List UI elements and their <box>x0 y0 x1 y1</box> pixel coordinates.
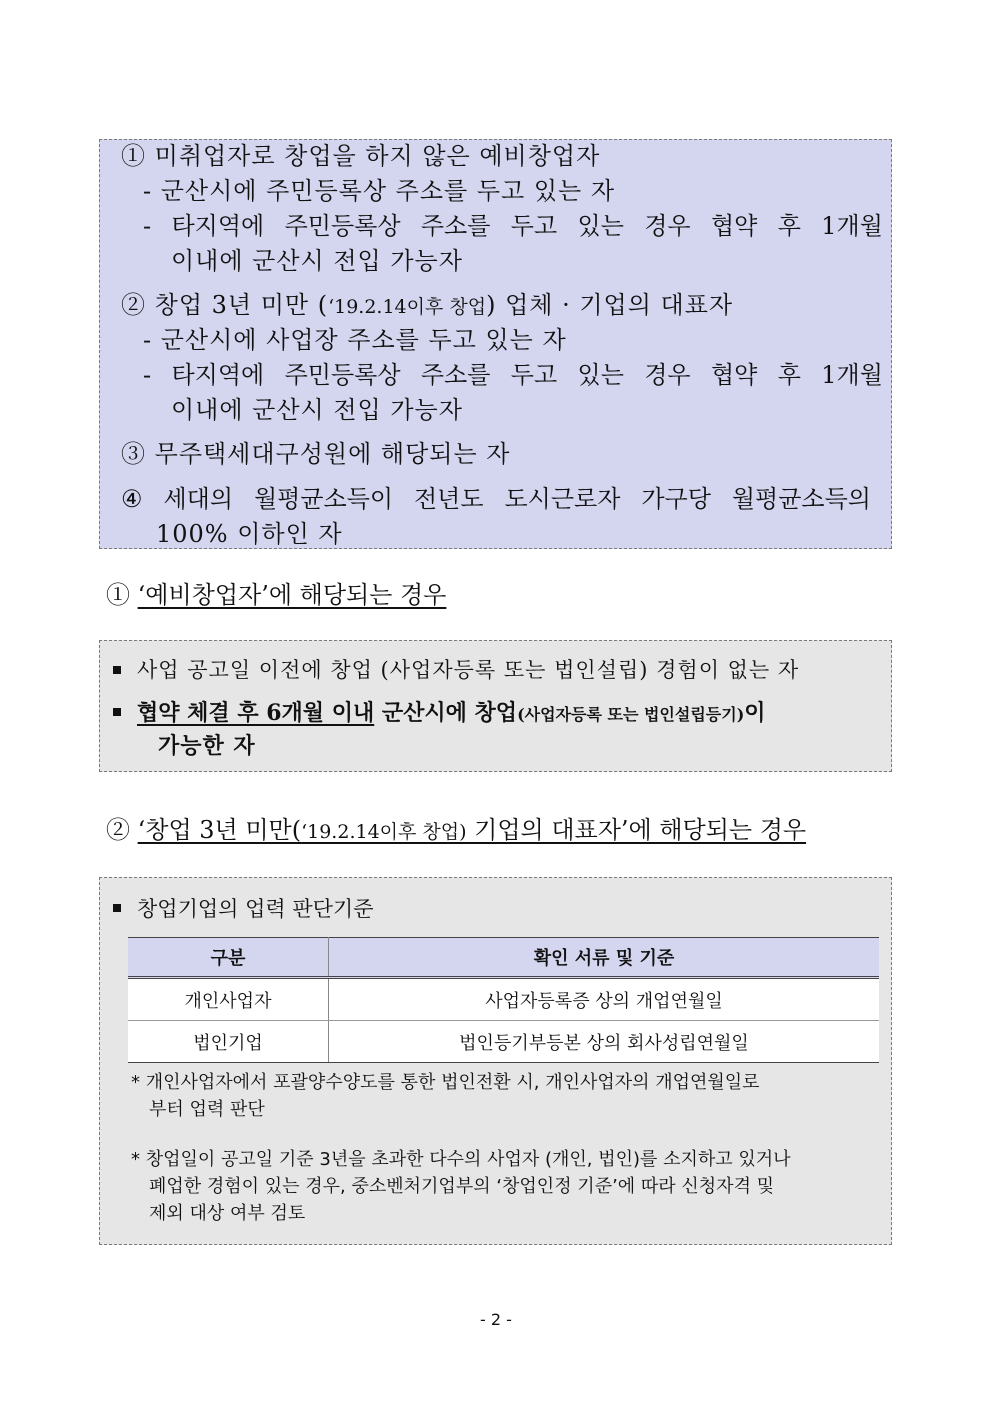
word: 1개월 <box>821 361 883 389</box>
section1-bullet2-small: (사업자등록 또는 법인설립등기) <box>517 705 745 724</box>
word: 두고 <box>510 361 558 389</box>
word: 세대의 <box>163 485 234 513</box>
note2 <box>131 1146 791 1227</box>
note2-line2: 폐업한 경험이 있는 경우, 중소벤처기업부의 ‘창업인정 기준’에 따라 신청자격 및 <box>149 1176 775 1197</box>
section1-bullet2 <box>113 698 766 730</box>
section2-number: ② <box>106 816 130 844</box>
table-header-row <box>128 938 879 978</box>
item4-cont: 100% 이하인 자 <box>156 520 343 548</box>
section1-title: ‘예비창업자’에 해당되는 경우 <box>137 581 447 609</box>
word: 1개월 <box>821 212 883 240</box>
table-row <box>128 1021 879 1063</box>
word: 경우 <box>644 212 691 240</box>
word: 주민등록상 <box>284 361 401 389</box>
word: ④ <box>121 485 143 513</box>
word: 두고 <box>510 212 558 240</box>
item2-sub2 <box>143 360 883 390</box>
word: 협약 <box>710 212 758 240</box>
table-row <box>128 978 879 1021</box>
item2-title-b: ‘19.2.14이후 창업 <box>328 296 487 318</box>
item2-title <box>121 290 733 322</box>
section2-title-a: ‘창업 3년 미만( <box>137 816 302 844</box>
section2-title <box>138 816 806 844</box>
word: 주소를 <box>420 212 491 240</box>
item3: ③ 무주택세대구성원에 해당되는 자 <box>121 440 511 468</box>
item1-sub1: - 군산시에 주민등록상 주소를 두고 있는 자 <box>143 177 616 205</box>
section1-bullet1 <box>113 655 799 685</box>
word: 타지역에 <box>171 361 265 389</box>
note1-line1: * 개인사업자에서 포괄양수양도를 통한 법인전환 시, 개인사업자의 개업연월일로 <box>131 1072 760 1093</box>
criteria-table <box>128 937 879 1063</box>
item4 <box>121 484 871 514</box>
note2-line1: * 창업일이 공고일 기준 3년을 초과한 다수의 사업자 (개인, 법인)를 소지하고 있거나 <box>131 1149 791 1170</box>
word: 협약 <box>710 361 758 389</box>
word: 후 <box>777 361 801 389</box>
word: 있는 <box>577 212 624 240</box>
word: 주민등록상 <box>284 212 401 240</box>
page-number: - 2 - <box>480 1310 512 1329</box>
word: 월평균소득이 <box>253 485 394 513</box>
item2-title-c: ) 업체 · 기업의 대표자 <box>486 291 734 319</box>
bullet-square-icon <box>113 666 121 674</box>
word: 타지역에 <box>171 212 265 240</box>
note1-line2: 부터 업력 판단 <box>149 1099 265 1120</box>
item2-sub2-cont: 이내에 군산시 전입 가능자 <box>171 396 463 424</box>
word: 가구당 <box>641 485 711 513</box>
word: - <box>143 361 152 389</box>
item1-title: ① 미취업자로 창업을 하지 않은 예비창업자 <box>121 142 601 170</box>
section1-bullet2-underlined: 협약 체결 후 6개월 이내 <box>137 700 375 726</box>
word: - <box>143 212 152 240</box>
item1-sub2 <box>143 211 883 241</box>
bullet-square-icon <box>113 708 121 716</box>
word: 전년도 <box>414 485 484 513</box>
section2-bullet-text: 창업기업의 업력 판단기준 <box>137 897 374 921</box>
item2-sub1: - 군산시에 사업장 주소를 두고 있는 자 <box>143 326 567 354</box>
note2-line3: 제외 대상 여부 검토 <box>149 1203 306 1224</box>
section2-title-b: ‘19.2.14이후 창업) <box>301 821 467 843</box>
section2-bullet <box>113 894 374 924</box>
word: 주소를 <box>420 361 491 389</box>
section1-bullet1-text: 사업 공고일 이전에 창업 (사업자등록 또는 법인설립) 경험이 없는 자 <box>137 658 800 682</box>
table-cell: 개인사업자 <box>128 978 329 1021</box>
section1-heading <box>106 580 446 610</box>
section1-bullet2-end: 이 <box>744 700 766 726</box>
table-cell: 법인등기부등본 상의 회사성립연월일 <box>329 1021 880 1063</box>
table-header: 확인 서류 및 기준 <box>329 938 880 978</box>
word: 경우 <box>644 361 691 389</box>
section2-heading <box>106 815 806 847</box>
item1-sub2-cont: 이내에 군산시 전입 가능자 <box>171 247 463 275</box>
word: 있는 <box>577 361 624 389</box>
bullet-square-icon <box>113 904 121 912</box>
word: 월평균소득의 <box>731 485 871 513</box>
table-cell: 법인기업 <box>128 1021 329 1063</box>
section1-number: ① <box>106 581 130 609</box>
word: 도시근로자 <box>504 485 621 513</box>
item2-title-a: ② 창업 3년 미만 ( <box>121 291 329 319</box>
section1-bullet2-bold: 군산시에 창업 <box>374 700 518 726</box>
section2-title-c: 기업의 대표자’에 해당되는 경우 <box>466 816 807 844</box>
note1 <box>131 1069 760 1123</box>
table-header: 구분 <box>128 938 329 978</box>
section1-bullet2-cont: 가능한 자 <box>158 733 256 759</box>
word: 후 <box>777 212 801 240</box>
table-cell: 사업자등록증 상의 개업연월일 <box>329 978 880 1021</box>
